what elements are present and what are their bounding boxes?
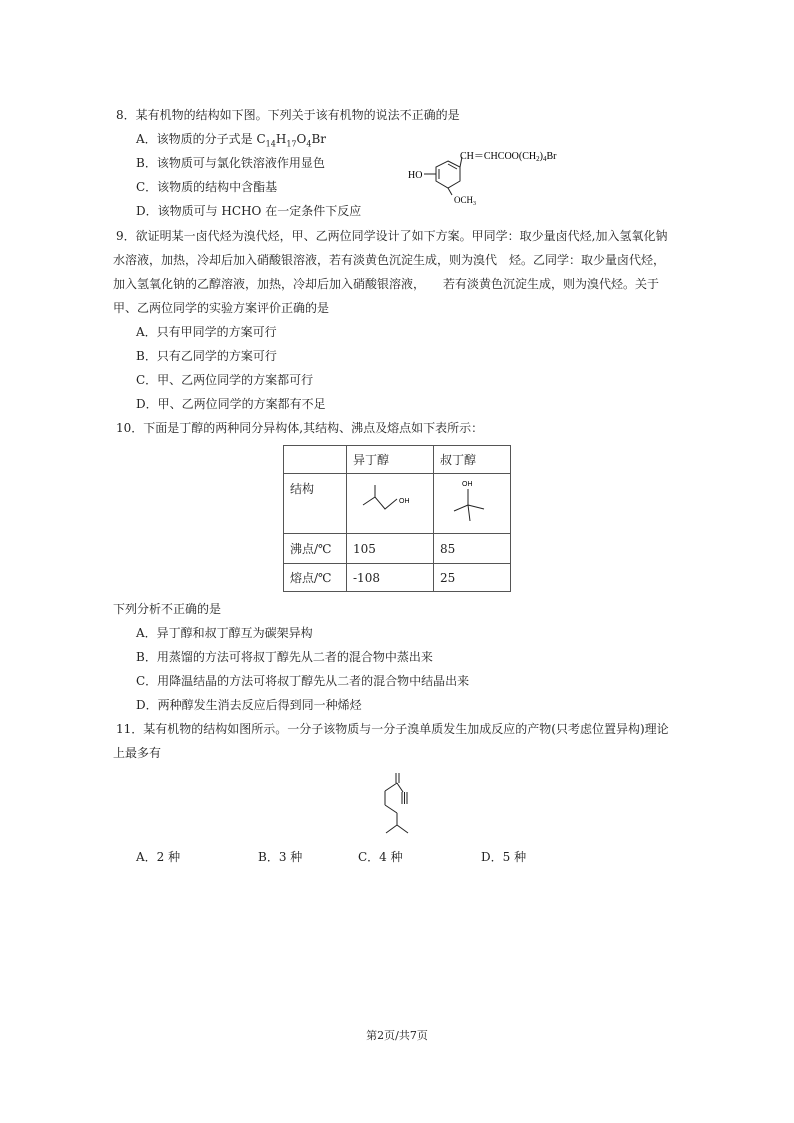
q10-option-b: B．用蒸馏的方法可将叔丁醇先从二者的混合物中蒸出来 <box>136 650 433 664</box>
q10-table <box>283 445 511 592</box>
q11-line-2: 上最多有 <box>113 746 162 760</box>
q10-option-c: C．用降温结晶的方法可将叔丁醇先从二者的混合物中结晶出来 <box>136 674 470 688</box>
table-cell-boiling-label: 沸点/℃ <box>284 534 347 564</box>
q11-option-b: B．3 种 <box>258 850 303 864</box>
q11-structure-diagram <box>372 770 422 838</box>
q11-line-1: 11．某有机物的结构如图所示。一分子该物质与一分子溴单质发生加成反应的产物(只考虑位置异构)理论 <box>116 722 669 736</box>
page-footer: 第2页/共7页 <box>366 1029 428 1042</box>
tert-butanol-oh-label: OH <box>462 481 473 488</box>
q9-option-a: A．只有甲同学的方案可行 <box>136 325 277 339</box>
table-cell-structure-label: 结构 <box>284 474 347 534</box>
q8-option-c: C．该物质的结构中含酯基 <box>136 180 278 194</box>
q9-option-c: C．甲、乙两位同学的方案都可行 <box>136 373 314 387</box>
q8-chain-label: $CH=CHCOO(CH_2)_4Br$ <box>460 151 557 163</box>
q9-line-1: 9．欲证明某一卤代烃为溴代烃，甲、乙两位同学设计了如下方案。甲同学：取少量卤代烃,加入氢氧化钠 <box>116 229 668 243</box>
table-cell-melting-tert-butanol: 25 <box>434 564 511 592</box>
table-row-structure <box>284 474 511 534</box>
q11-structure-svg <box>372 770 422 838</box>
table-cell-boiling-isobutanol: 105 <box>347 534 434 564</box>
q8-option-b: B．该物质可与氯化铁溶液作用显色 <box>136 156 325 170</box>
q10-analysis: 下列分析不正确的是 <box>113 602 222 616</box>
q10-option-d: D．两种醇发生消去反应后得到同一种烯烃 <box>136 698 362 712</box>
q11-option-c: C．4 种 <box>358 850 403 864</box>
q8-structure-svg <box>408 145 588 205</box>
q9-line-3: 加入氢氧化钠的乙醇溶液，加热，冷却后加入硝酸银溶液， 若有淡黄色沉淀生成，则为溴代烃。关于 <box>113 277 660 291</box>
q10-stem: 10．下面是丁醇的两种同分异构体,其结构、沸点及熔点如下表所示： <box>116 421 484 435</box>
table-header-tert-butanol: 叔丁醇 <box>434 446 511 474</box>
table-cell-isobutanol-structure <box>347 474 434 534</box>
table-row-melting-point <box>284 564 511 592</box>
table-header-row <box>284 446 511 474</box>
table-header-empty <box>284 446 347 474</box>
isobutanol-oh-label: OH <box>399 498 410 505</box>
table-cell-tert-butanol-structure <box>434 474 511 534</box>
isobutanol-structure-svg <box>353 477 423 527</box>
tert-butanol-structure-svg <box>440 477 500 527</box>
q11-option-a: A．2 种 <box>136 850 181 864</box>
q9-line-4: 甲、乙两位同学的实验方案评价正确的是 <box>113 301 330 315</box>
q8-ho-label: HO <box>408 170 423 181</box>
table-row-boiling-point <box>284 534 511 564</box>
table-header-isobutanol: 异丁醇 <box>347 446 434 474</box>
q8-stem: 8．某有机物的结构如下图。下列关于该有机物的说法不正确的是 <box>116 108 460 122</box>
table-cell-melting-label: 熔点/℃ <box>284 564 347 592</box>
q10-option-a: A．异丁醇和叔丁醇互为碳架异构 <box>136 626 313 640</box>
q11-option-d: D．5 种 <box>481 850 527 864</box>
table-cell-boiling-tert-butanol: 85 <box>434 534 511 564</box>
q8-option-d: D．该物质可与 HCHO 在一定条件下反应 <box>136 204 362 218</box>
q9-option-b: B．只有乙同学的方案可行 <box>136 349 277 363</box>
q9-line-2: 水溶液，加热，冷却后加入硝酸银溶液，若有淡黄色沉淀生成，则为溴代 烃。乙同学：取少量卤代烃， <box>113 253 666 267</box>
q8-structure-diagram <box>408 145 588 205</box>
q9-option-d: D．甲、乙两位同学的方案都有不足 <box>136 397 326 411</box>
q8-och3-label: $OCH_3$ <box>454 195 477 205</box>
q8-option-a: A．该物质的分子式是 $C_{14}H_{17}O_4Br$ <box>136 132 327 149</box>
table-cell-melting-isobutanol: -108 <box>347 564 434 592</box>
